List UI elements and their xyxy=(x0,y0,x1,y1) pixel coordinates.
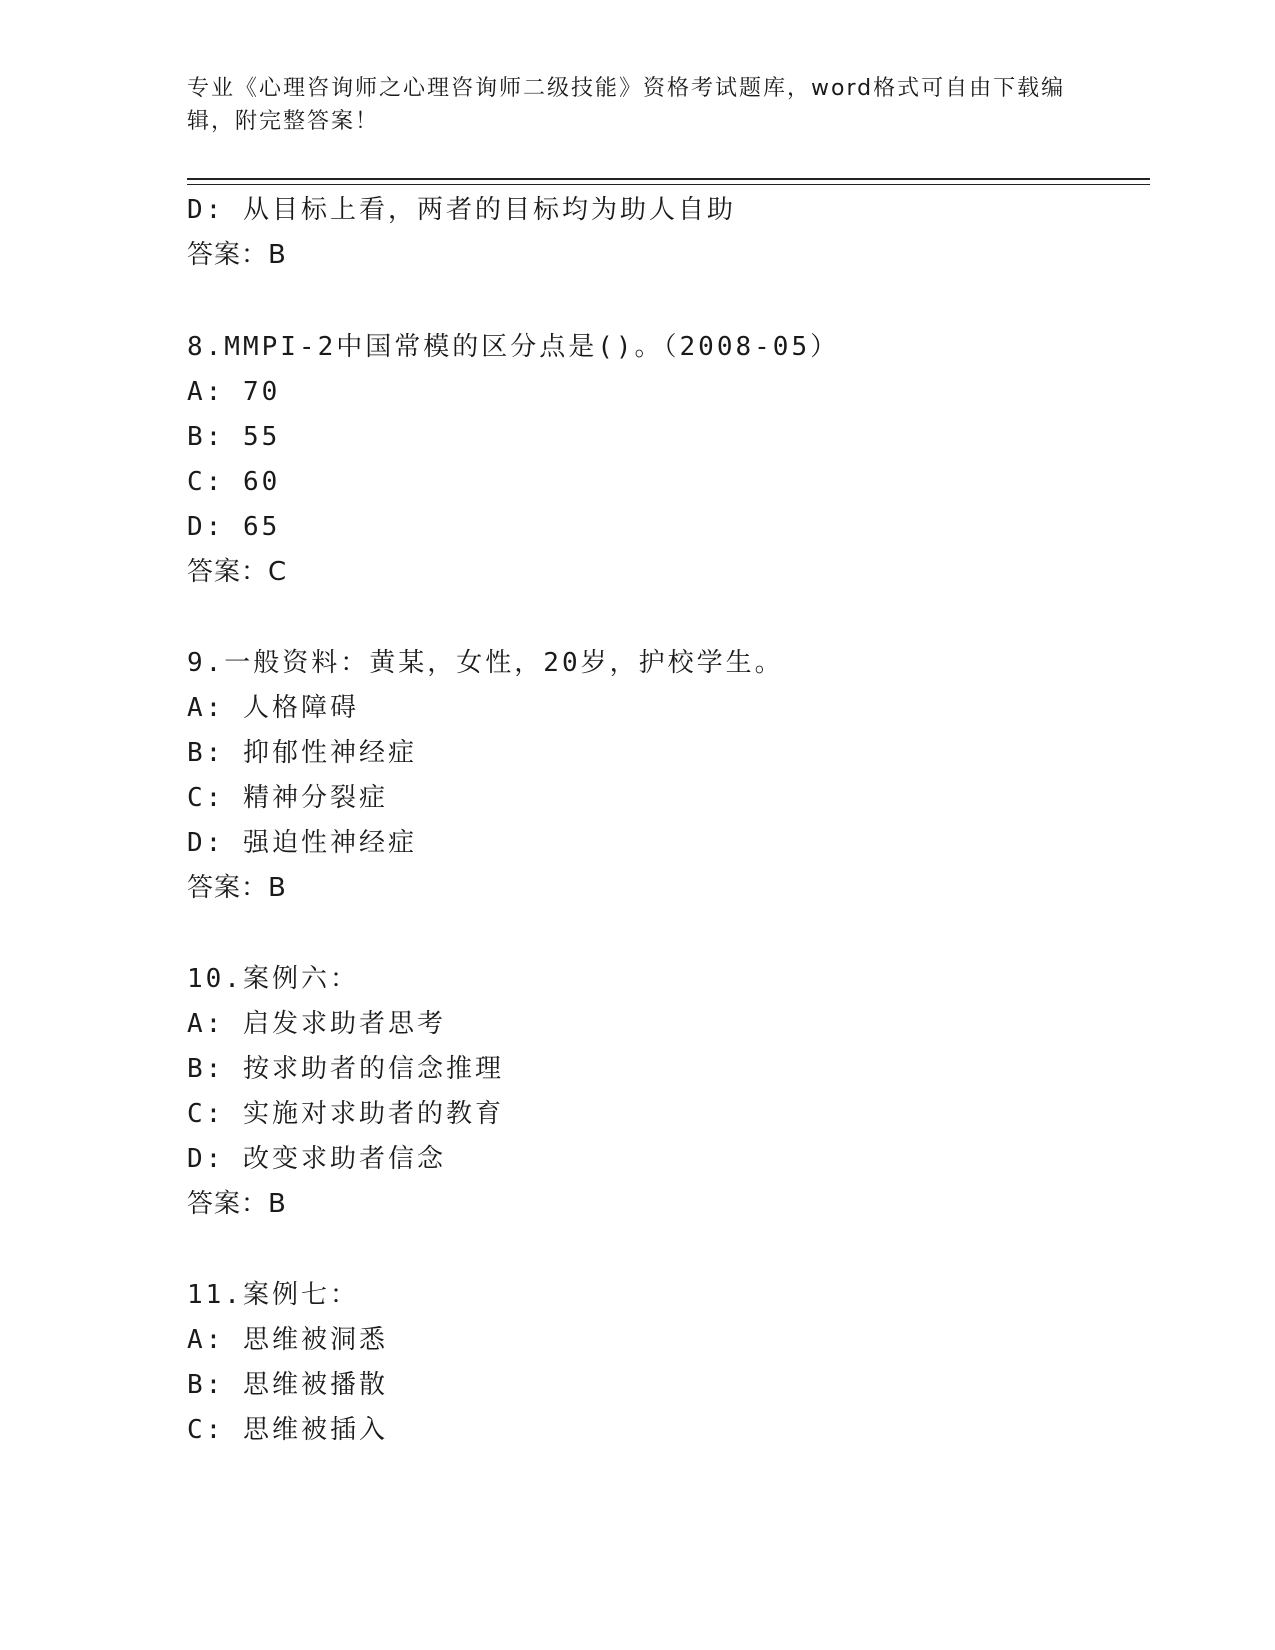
q8-answer: 答案：C xyxy=(187,557,288,587)
q10-option-c: C: 实施对求助者的教育 xyxy=(187,1099,504,1129)
q7-option-d: D: 从目标上看，两者的目标均为助人自助 xyxy=(187,195,736,225)
q10-question: 10.案例六： xyxy=(187,964,359,994)
q10-option-a: A: 启发求助者思考 xyxy=(187,1009,446,1039)
q11-option-b: B: 思维被播散 xyxy=(187,1370,388,1400)
q11-option-a: A: 思维被洞悉 xyxy=(187,1325,388,1355)
q9-option-d: D: 强迫性神经症 xyxy=(187,828,417,858)
q10-option-d: D: 改变求助者信念 xyxy=(187,1144,446,1174)
q9-option-b: B: 抑郁性神经症 xyxy=(187,738,417,768)
q10-answer: 答案：B xyxy=(187,1189,287,1219)
q7-answer: 答案：B xyxy=(187,240,287,270)
q9-option-a: A: 人格障碍 xyxy=(187,693,359,723)
q8-option-b: B: 55 xyxy=(187,422,281,452)
document-header: 专业《心理咨询师之心理咨询师二级技能》资格考试题库，word格式可自由下载编辑，附完整答案！ xyxy=(187,76,1066,134)
q8-option-c: C: 60 xyxy=(187,467,281,497)
header-divider-thick xyxy=(187,178,1150,180)
q9-answer: 答案：B xyxy=(187,873,287,903)
q8-option-a: A: 70 xyxy=(187,377,281,407)
q11-option-c: C: 思维被插入 xyxy=(187,1415,388,1445)
q10-option-b: B: 按求助者的信念推理 xyxy=(187,1054,504,1084)
q11-question: 11.案例七： xyxy=(187,1280,359,1310)
q8-option-d: D: 65 xyxy=(187,512,281,542)
q9-option-c: C: 精神分裂症 xyxy=(187,783,388,813)
q8-question: 8.MMPI-2中国常模的区分点是()。（2008-05） xyxy=(187,332,840,362)
header-divider-thin xyxy=(187,184,1150,185)
q9-question: 9.一般资料：黄某，女性，20岁，护校学生。 xyxy=(187,648,784,678)
